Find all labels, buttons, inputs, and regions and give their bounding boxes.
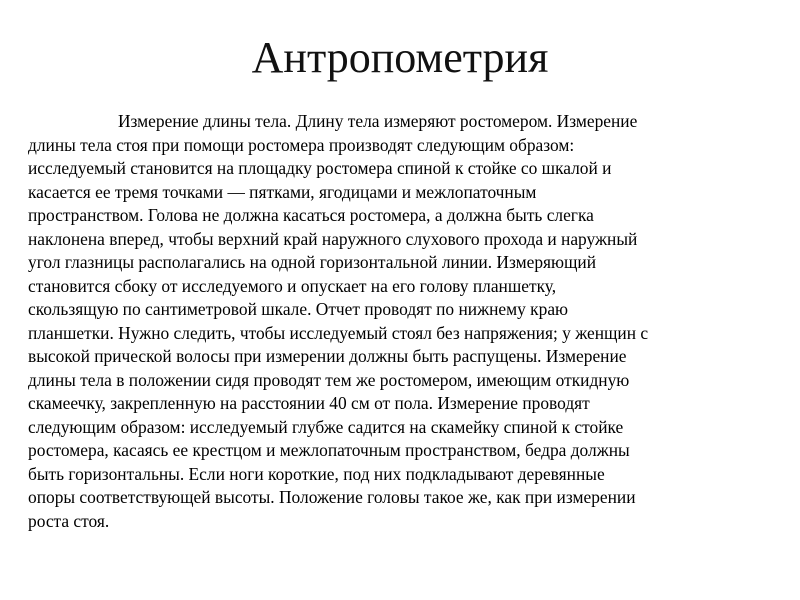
text-line: длины тела стоя при помощи ростомера производят следующим образом:	[28, 134, 575, 155]
text-line: высокой прической волосы при измерении должны быть распущены. Измерение	[28, 346, 627, 366]
text-line: скамеечку, закрепленную на расстоянии 40 см от пола. Измерение проводят	[28, 393, 590, 413]
body-paragraph	[28, 110, 754, 533]
text-line: ростомера, касаясь ее крестцом и межлопаточным пространством, бедра должны	[28, 440, 630, 460]
text-line: длины тела в положении сидя проводят тем же ростомером, имеющим откидную	[28, 369, 630, 390]
text-line: касается ее тремя точками — пятками, ягодицами и межлопаточным	[28, 181, 537, 202]
text-line: быть горизонтальны. Если ноги короткие, под них подкладывают деревянные	[28, 463, 605, 484]
slide-title: Антропометрия	[251, 33, 549, 82]
text-line: опоры соответствующей высоты. Положение головы такое же, как при измерении	[28, 487, 636, 507]
text-line: планшетки. Нужно следить, чтобы исследуемый стоял без напряжения; у женщин с	[28, 322, 649, 343]
text-line: роста стоя.	[28, 510, 110, 531]
text-line: угол глазницы располагались на одной горизонтальной линии. Измеряющий	[28, 252, 597, 272]
text-line: Измерение длины тела. Длину тела измеряют ростомером. Измерение	[118, 111, 638, 131]
text-line: следующим образом: исследуемый глубже садится на скамейку спиной к стойке	[28, 416, 624, 437]
text-line: пространством. Голова не должна касаться ростомера, а должна быть слегка	[28, 205, 594, 225]
text-line: наклонена вперед, чтобы верхний край наружного слухового прохода и наружный	[28, 228, 638, 249]
text-line: становится сбоку от исследуемого и опускает на его голову планшетку,	[28, 275, 557, 296]
text-line: скользящую по сантиметровой шкале. Отчет проводят по нижнему краю	[28, 299, 569, 319]
text-line: исследуемый становится на площадку ростомера спиной к стойке со шкалой и	[28, 158, 612, 178]
